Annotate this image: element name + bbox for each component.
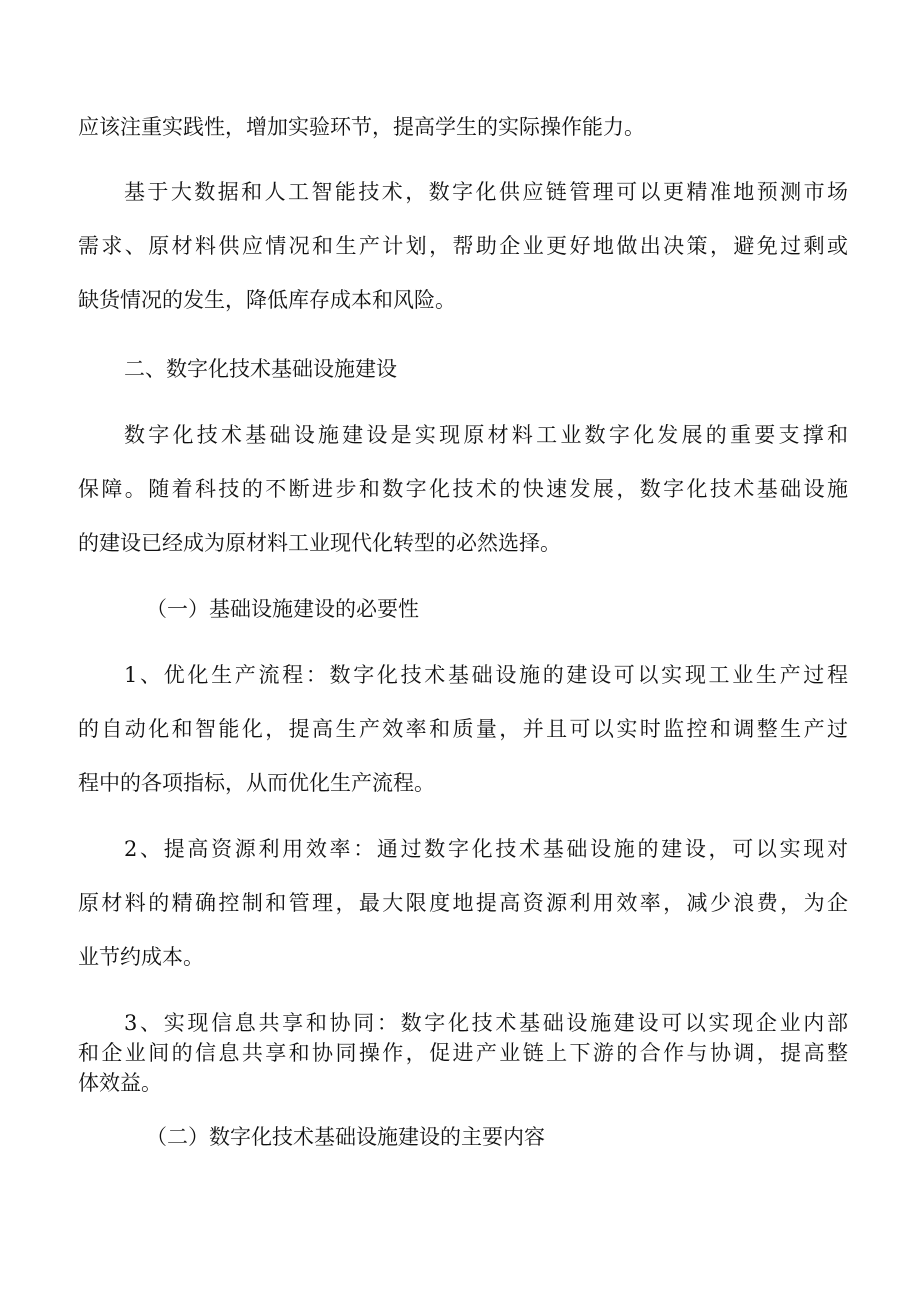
- paragraph-line: 业节约成本。: [78, 945, 204, 969]
- paragraph-line: 基于大数据和人工智能技术，数字化供应链管理可以更精准地预测市场: [124, 180, 848, 204]
- paragraph-line: 体效益。: [78, 1071, 162, 1095]
- paragraph-line: 1、优化生产流程：数字化技术基础设施的建设可以实现工业生产过程: [124, 663, 848, 687]
- section-heading: 二、数字化技术基础设施建设: [124, 357, 397, 381]
- paragraph-line: 和企业间的信息共享和协同操作，促进产业链上下游的合作与协调，提高整: [78, 1041, 848, 1065]
- paragraph-line: 数字化技术基础设施建设是实现原材料工业数字化发展的重要支撑和: [124, 423, 848, 447]
- paragraph-line: 需求、原材料供应情况和生产计划，帮助企业更好地做出决策，避免过剩或: [78, 234, 848, 258]
- paragraph-line: 应该注重实践性，增加实验环节，提高学生的实际操作能力。: [78, 115, 645, 139]
- paragraph-line: 保障。随着科技的不断进步和数字化技术的快速发展，数字化技术基础设施: [78, 477, 848, 501]
- paragraph-line: 程中的各项指标，从而优化生产流程。: [78, 771, 435, 795]
- subsection-heading: （二）数字化技术基础设施建设的主要内容: [146, 1125, 545, 1149]
- paragraph-line: 3、实现信息共享和协同：数字化技术基础设施建设可以实现企业内部: [124, 1011, 848, 1035]
- paragraph-line: 原材料的精确控制和管理，最大限度地提高资源利用效率，减少浪费，为企: [78, 891, 848, 915]
- paragraph-line: 缺货情况的发生，降低库存成本和风险。: [78, 288, 456, 312]
- paragraph-line: 的自动化和智能化，提高生产效率和质量，并且可以实时监控和调整生产过: [78, 717, 848, 741]
- subsection-heading: （一）基础设施建设的必要性: [146, 597, 419, 621]
- paragraph-line: 2、提高资源利用效率：通过数字化技术基础设施的建设，可以实现对: [124, 837, 848, 861]
- paragraph-line: 的建设已经成为原材料工业现代化转型的必然选择。: [78, 531, 561, 555]
